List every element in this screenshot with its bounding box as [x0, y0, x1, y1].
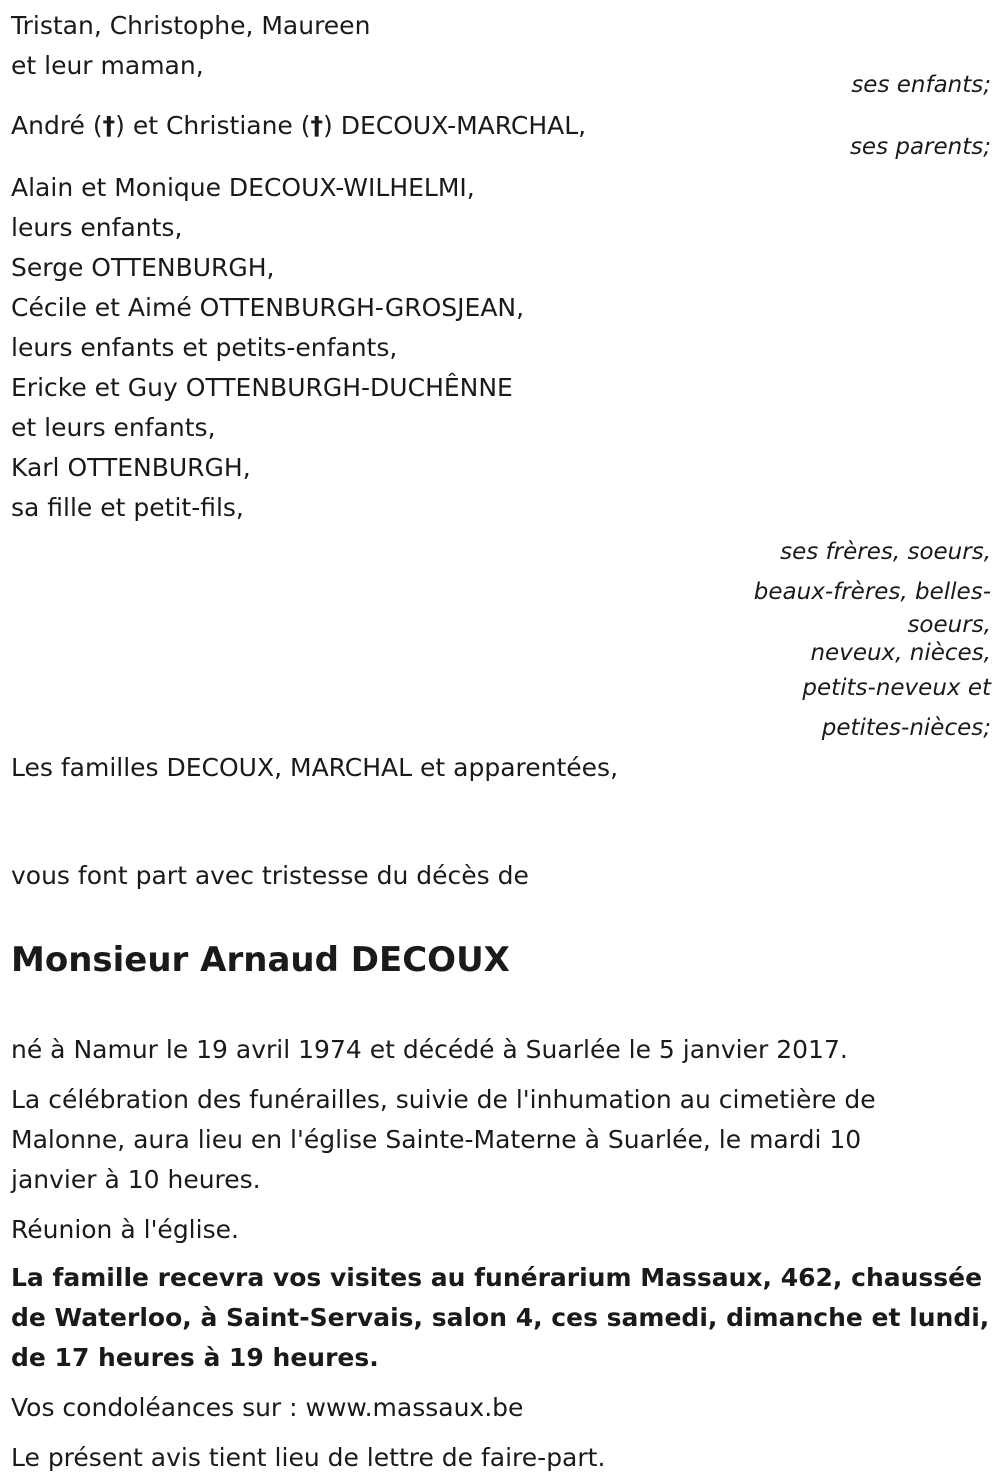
ceremony-paragraph [11, 1080, 991, 1200]
parents-part2: ) et Christiane ( [115, 111, 311, 140]
deceased-name: Monsieur Arnaud DECOUX [11, 940, 510, 980]
ceremony-line: Malonne, aura lieu en l'église Sainte-Materne à Suarlée, le mardi 10 [11, 1125, 862, 1154]
children-names: Tristan, Christophe, Maureen [11, 11, 371, 40]
sibling-line: Serge OTTENBURGH, [11, 253, 275, 282]
condolences-line: Vos condoléances sur : www.massaux.be [11, 1393, 524, 1422]
meeting-line: Réunion à l'église. [11, 1215, 239, 1244]
families-line: Les familles DECOUX, MARCHAL et apparentées, [11, 753, 619, 782]
ceremony-line: janvier à 10 heures. [11, 1165, 261, 1194]
nephews-role-line: petits-neveux et [802, 675, 991, 701]
visits-line: de Waterloo, à Saint-Servais, salon 4, ces samedi, dimanche et lundi, [11, 1303, 990, 1332]
visits-line: La famille recevra vos visites au funérarium Massaux, 462, chaussée [11, 1263, 983, 1292]
obituary-notice [11, 6, 991, 1478]
intro-line: vous font part avec tristesse du décès de [11, 861, 529, 890]
visits-paragraph [11, 1258, 991, 1378]
siblings-role-line: soeurs, [907, 612, 991, 638]
visits-line: de 17 heures à 19 heures. [11, 1343, 379, 1372]
cross-icon: † [102, 111, 116, 140]
nephews-role [11, 638, 991, 748]
sibling-line: Cécile et Aimé OTTENBURGH-GROSJEAN, [11, 293, 525, 322]
siblings-list [11, 168, 991, 528]
parents-part3: ) DECOUX-MARCHAL, [323, 111, 587, 140]
sibling-line: leurs enfants et petits-enfants, [11, 333, 398, 362]
sibling-line: Ericke et Guy OTTENBURGH-DUCHÊNNE [11, 373, 513, 402]
notice-line: Le présent avis tient lieu de lettre de faire-part. [11, 1443, 606, 1472]
children-mother: et leur maman, [11, 51, 204, 80]
cross-icon: † [310, 111, 324, 140]
sibling-line: Karl OTTENBURGH, [11, 453, 251, 482]
children-role: ses enfants; [851, 72, 991, 98]
birth-death: né à Namur le 19 avril 1974 et décédé à Suarlée le 5 janvier 2017. [11, 1035, 848, 1064]
ceremony-line: La célébration des funérailles, suivie de l'inhumation au cimetière de [11, 1085, 876, 1114]
sibling-line: leurs enfants, [11, 213, 183, 242]
siblings-role-line: beaux-frères, belles- [753, 579, 991, 605]
parents-part1: André ( [11, 111, 103, 140]
sibling-line: et leurs enfants, [11, 413, 216, 442]
parents-role: ses parents; [849, 134, 991, 160]
siblings-role [11, 532, 991, 638]
siblings-role-line: ses frères, soeurs, [780, 539, 991, 565]
sibling-line: Alain et Monique DECOUX-WILHELMI, [11, 173, 475, 202]
sibling-line: sa fille et petit-fils, [11, 493, 244, 522]
nephews-role-line: neveux, nièces, [810, 640, 991, 666]
nephews-role-line: petites-nièces; [821, 715, 991, 741]
